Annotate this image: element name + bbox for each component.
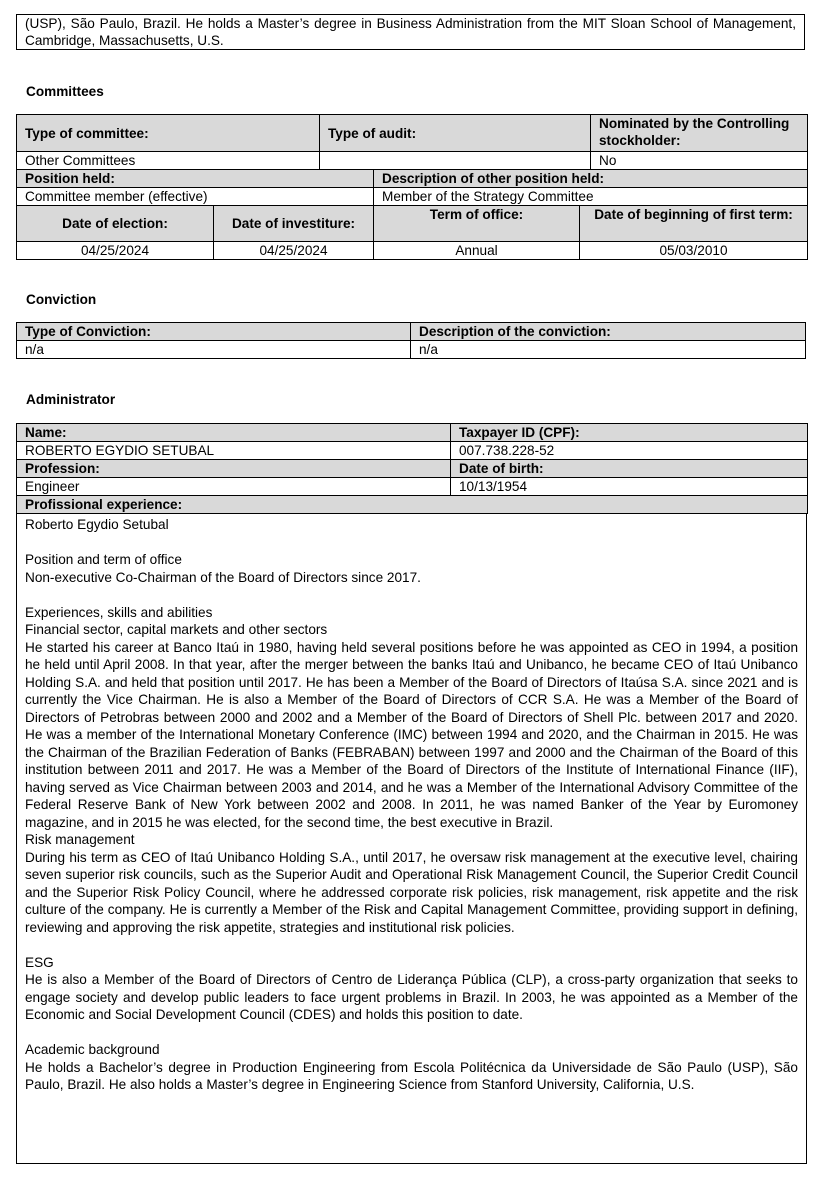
financial-heading: Financial sector, capital markets and other sectors (25, 622, 328, 637)
intro-text: (USP), São Paulo, Brazil. He holds a Master’s degree in Business Administration from the MIT Sloan School of Management, Cambridge, Massachusetts, U.S. (25, 16, 796, 48)
date-first-term-value: 05/03/2010 (580, 242, 808, 260)
type-of-audit-value (320, 152, 591, 170)
conviction-type-value: n/a (17, 341, 411, 359)
risk-heading: Risk management (25, 832, 135, 847)
conviction-type-label: Type of Conviction: (17, 323, 411, 341)
name-value: ROBERTO EGYDIO SETUBAL (17, 442, 451, 460)
esg-text: He is also a Member of the Board of Directors of Centro de Liderança Pública (CLP), a cross-party organization that seeks to engage society and develop public leaders to face urgent problems in Brazil. In 2003, he was appointed as a Member of the Economic and Social Development Council (CDES) and holds this position to date. (25, 972, 798, 1022)
type-of-audit-label: Type of audit: (320, 115, 591, 152)
risk-text: During his term as CEO of Itaú Unibanco Holding S.A., until 2017, he oversaw risk management at the executive level, chairing seven superior risk councils, such as the Superior Audit and Operational Risk Management Council, the Superior Credit Council and the Superior Risk Policy Council, where he addressed corporate risk policies, risk management, risk appetite and the risk culture of the company. He is currently a Member of the Risk and Capital Management Committee, providing support in defining, reviewing and approving the risk appetite, strategies and institutional risk policies. (25, 849, 798, 935)
esg-heading: ESG (25, 954, 54, 970)
term-label: Term of office: (374, 206, 580, 242)
profession-value: Engineer (17, 478, 451, 496)
academic-heading: Academic background (25, 1042, 160, 1057)
date-election-label: Date of election: (17, 206, 214, 242)
taxpayer-value: 007.738.228-52 (451, 442, 808, 460)
committees-table-row2 (16, 169, 808, 206)
administrator-table (16, 423, 808, 514)
committees-table-row3 (16, 205, 808, 260)
conviction-description-value: n/a (411, 341, 806, 359)
academic-text: He holds a Bachelor’s degree in Production Engineering from Escola Politécnica da Universidade de São Paulo (USP), São Paulo, Brazil. He also holds a Master’s degree in Engineering Science from Stanford University, California, U.S. (25, 1059, 798, 1092)
experiences-heading: Experiences, skills and abilities (25, 604, 213, 620)
administrator-heading: Administrator (26, 392, 116, 407)
experience-label: Profissional experience: (17, 496, 808, 514)
committees-heading: Committees (26, 84, 104, 99)
date-election-value: 04/25/2024 (17, 242, 214, 260)
term-value: Annual (374, 242, 580, 260)
bio-name-line: Roberto Egydio Setubal (25, 517, 169, 532)
conviction-description-label: Description of the conviction: (411, 323, 806, 341)
birth-value: 10/13/1954 (451, 478, 808, 496)
name-label: Name: (17, 424, 451, 442)
position-held-label: Position held: (17, 170, 374, 188)
description-other-value: Member of the Strategy Committee (374, 188, 808, 206)
position-text: Non-executive Co-Chairman of the Board of Directors since 2017. (25, 569, 421, 585)
profession-label: Profession: (17, 460, 451, 478)
date-investiture-value: 04/25/2024 (214, 242, 374, 260)
committees-table-row1 (16, 114, 808, 170)
date-first-term-label: Date of beginning of first term: (580, 206, 808, 242)
conviction-table (16, 322, 806, 359)
nominated-value: No (591, 152, 808, 170)
conviction-heading: Conviction (26, 292, 97, 307)
birth-label: Date of birth: (451, 460, 808, 478)
type-of-committee-value: Other Committees (17, 152, 320, 170)
description-other-label: Description of other position held: (374, 170, 808, 188)
type-of-committee-label: Type of committee: (17, 115, 320, 152)
nominated-label: Nominated by the Controlling stockholder: (591, 115, 808, 152)
date-investiture-label: Date of investiture: (214, 206, 374, 242)
position-heading: Position and term of office (25, 552, 182, 567)
professional-experience-body (16, 513, 807, 1164)
intro-text-box (16, 14, 805, 50)
taxpayer-label: Taxpayer ID (CPF): (451, 424, 808, 442)
position-held-value: Committee member (effective) (17, 188, 374, 206)
financial-text: He started his career at Banco Itaú in 1980, having held several positions before he was appointed as CEO in 1994, a position he held until April 2008. In that year, after the merger between the banks Itaú and Unibanco, he became CEO of Itaú Unibanco Holding S.A. and held that position until 2017. He has been a Member of the Board of Directors of Itaúsa S.A. since 2021 and is currently the Vice Chairman. He is also a Member of the Board of Directors of CCR S.A. He was a Member of the Board of Directors of Petrobras between 2000 and 2002 and a Member of the Board of Directors of Shell Plc. between 2017 and 2020. He was a member of the International Monetary Conference (IMC) between 1994 and 2020, and the Chairman in 2015. He was the Chairman of the Brazilian Federation of Banks (FEBRABAN) between 1997 and 2000 and the Chairman of the Board of this institution between 2011 and 2017. He was a Member of the Board of Directors of the Institute of International Finance (IIF), having served as Vice Chairman between 2003 and 2014, and he was a Member of the International Advisory Committee of the Federal Reserve Bank of New York between 2002 and 2008. In 2011, he was named Banker of the Year by Euromoney magazine, and in 2015 he was elected, for the second time, the best executive in Brazil. (25, 639, 798, 830)
